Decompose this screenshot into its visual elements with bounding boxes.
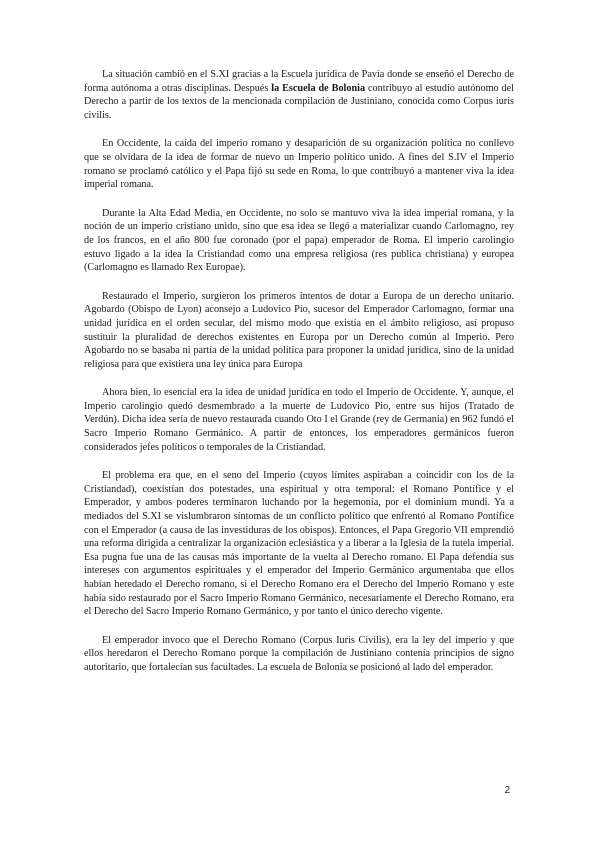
paragraph-text: La situación cambió en el S.XI gracias a la Escuela jurídica de Pavía donde se enseñó el Derecho de forma autónoma a otras disciplinas. Después [84, 69, 514, 94]
paragraph-escuela-pavia [84, 68, 514, 122]
paragraph-unidad-juridica [84, 386, 514, 454]
paragraph-text: contribuyo al estudio autónomo del Derecho a partir de los textos de la mencionada compilación de Justiniano, conocida como Corpus iuris civilis. [84, 82, 514, 121]
paragraph-occidente [84, 137, 514, 191]
paragraph-text: Durante la Alta Edad Media, en Occidente, no solo se mantuvo viva la idea imperial romana, y la noción de un imperio cristiano unido, sino que esa idea se llegó a materializar cuando Carlomagno, rey de los francos, en el año 800 fue coronado (por el papa) emperador de Roma. El imperio carolingio estuvo ligado a la idea la Cristiandad como una empresa religiosa (res publica christiana) y europea (Carlomagno es llamado Rex Europae). [84, 207, 514, 274]
paragraph-restaurado-imperio [84, 290, 514, 372]
paragraph-text: El emperador invoco que el Derecho Romano (Corpus Iuris Civilis), era la ley del imperio y que ellos heredaron el Derecho Romano porque la compilación de Justiniano contenía principios de signo autoritario, que fortalecían sus facultades. La escuela de Bolonia se posicionó al lado del emperador. [84, 634, 514, 673]
paragraph-text: Restaurado el Imperio, surgieron los primeros intentos de dotar a Europa de un derecho unitario. Agobardo (Obispo de Lyon) aconsejo a Ludovico Pio, sucesor del Emperador Carlomagno, formar una unidad jurídica en el orden secular, del mismo modo que existía en el ámbito religioso, así propuso sustituir la pluralidad de derechos existentes en Europa por un Derecho común al Imperio. Pero Agobardo no se basaba ni partía de la unidad política para proponer la unidad jurídica, sino de la unidad religiosa para que existiera una ley única para Europa [84, 290, 514, 370]
paragraph-text: Ahora bien, lo esencial era la idea de unidad jurídica en todo el Imperio de Occidente. Y, aunque, el Imperio carolingio quedó desmembrado a la muerte de Ludovico Pio, entre sus hijos (Tratado de Verdún). Dicha idea sería de nuevo restaurada cuando Oto I el Grande (rey de Germania) en 962 fundó el Sacro Imperio Romano Germánico. A partir de entonces, los emperadores germánicos fueron considerados jefes políticos o temporales de la Cristiandad. [84, 387, 514, 453]
bold-escuela-bolonia: la Escuela de Bolonia [271, 82, 366, 94]
paragraph-text: En Occidente, la caída del imperio romano y desaparición de su organización política no conllevo que se olvidara de la idea de formar de nuevo un Imperio político unido. A fines del S.IV el Imperio romano se proclamó católico y el Papa fijó su sede en Roma, lo que contribuyó a mantener viva la idea imperial romana. [84, 138, 514, 191]
paragraph-emperador-invoco [84, 634, 514, 675]
page-number: 2 [504, 785, 510, 796]
document-page [84, 68, 514, 690]
paragraph-alta-edad-media [84, 207, 514, 275]
paragraph-text: El problema era que, en el seno del Imperio (cuyos límites aspiraban a coincidir con los de la Cristiandad), coexistían dos potestades, una espiritual y otra temporal: el Romano Pontífice y el Emperador, y ambos poderes terminaron luchando por la hegemonía, por el dominium mundi. Ya a mediados del S.XI se vislumbraron síntomas de un conflicto político que enfrentó al Romano Pontífice con el Emperador (a causa de las investiduras de los obispos). Entonces, el Papa Gregorio VII emprendió una reforma dirigida a centralizar la organización eclesiástica y a liberar a la Iglesia de la tutela imperial. Esa pugna fue una de las causas más importante de la vuelta al Derecho romano. El Papa defendía sus intereses con argumentos espirituales y el emperador del Imperio Germánico argumentaba que ellos habían heredado el Derecho romano, si el Derecho Romano era el Derecho del Imperio Romano y este había sido restaurado por el Sacro Imperio Romano Germánico, necesariamente el Derecho Romano, era el Derecho del Sacro Imperio Romano Germánico, y por tanto el único derecho vigente. [84, 470, 514, 618]
paragraph-problema-potestades [84, 469, 514, 619]
